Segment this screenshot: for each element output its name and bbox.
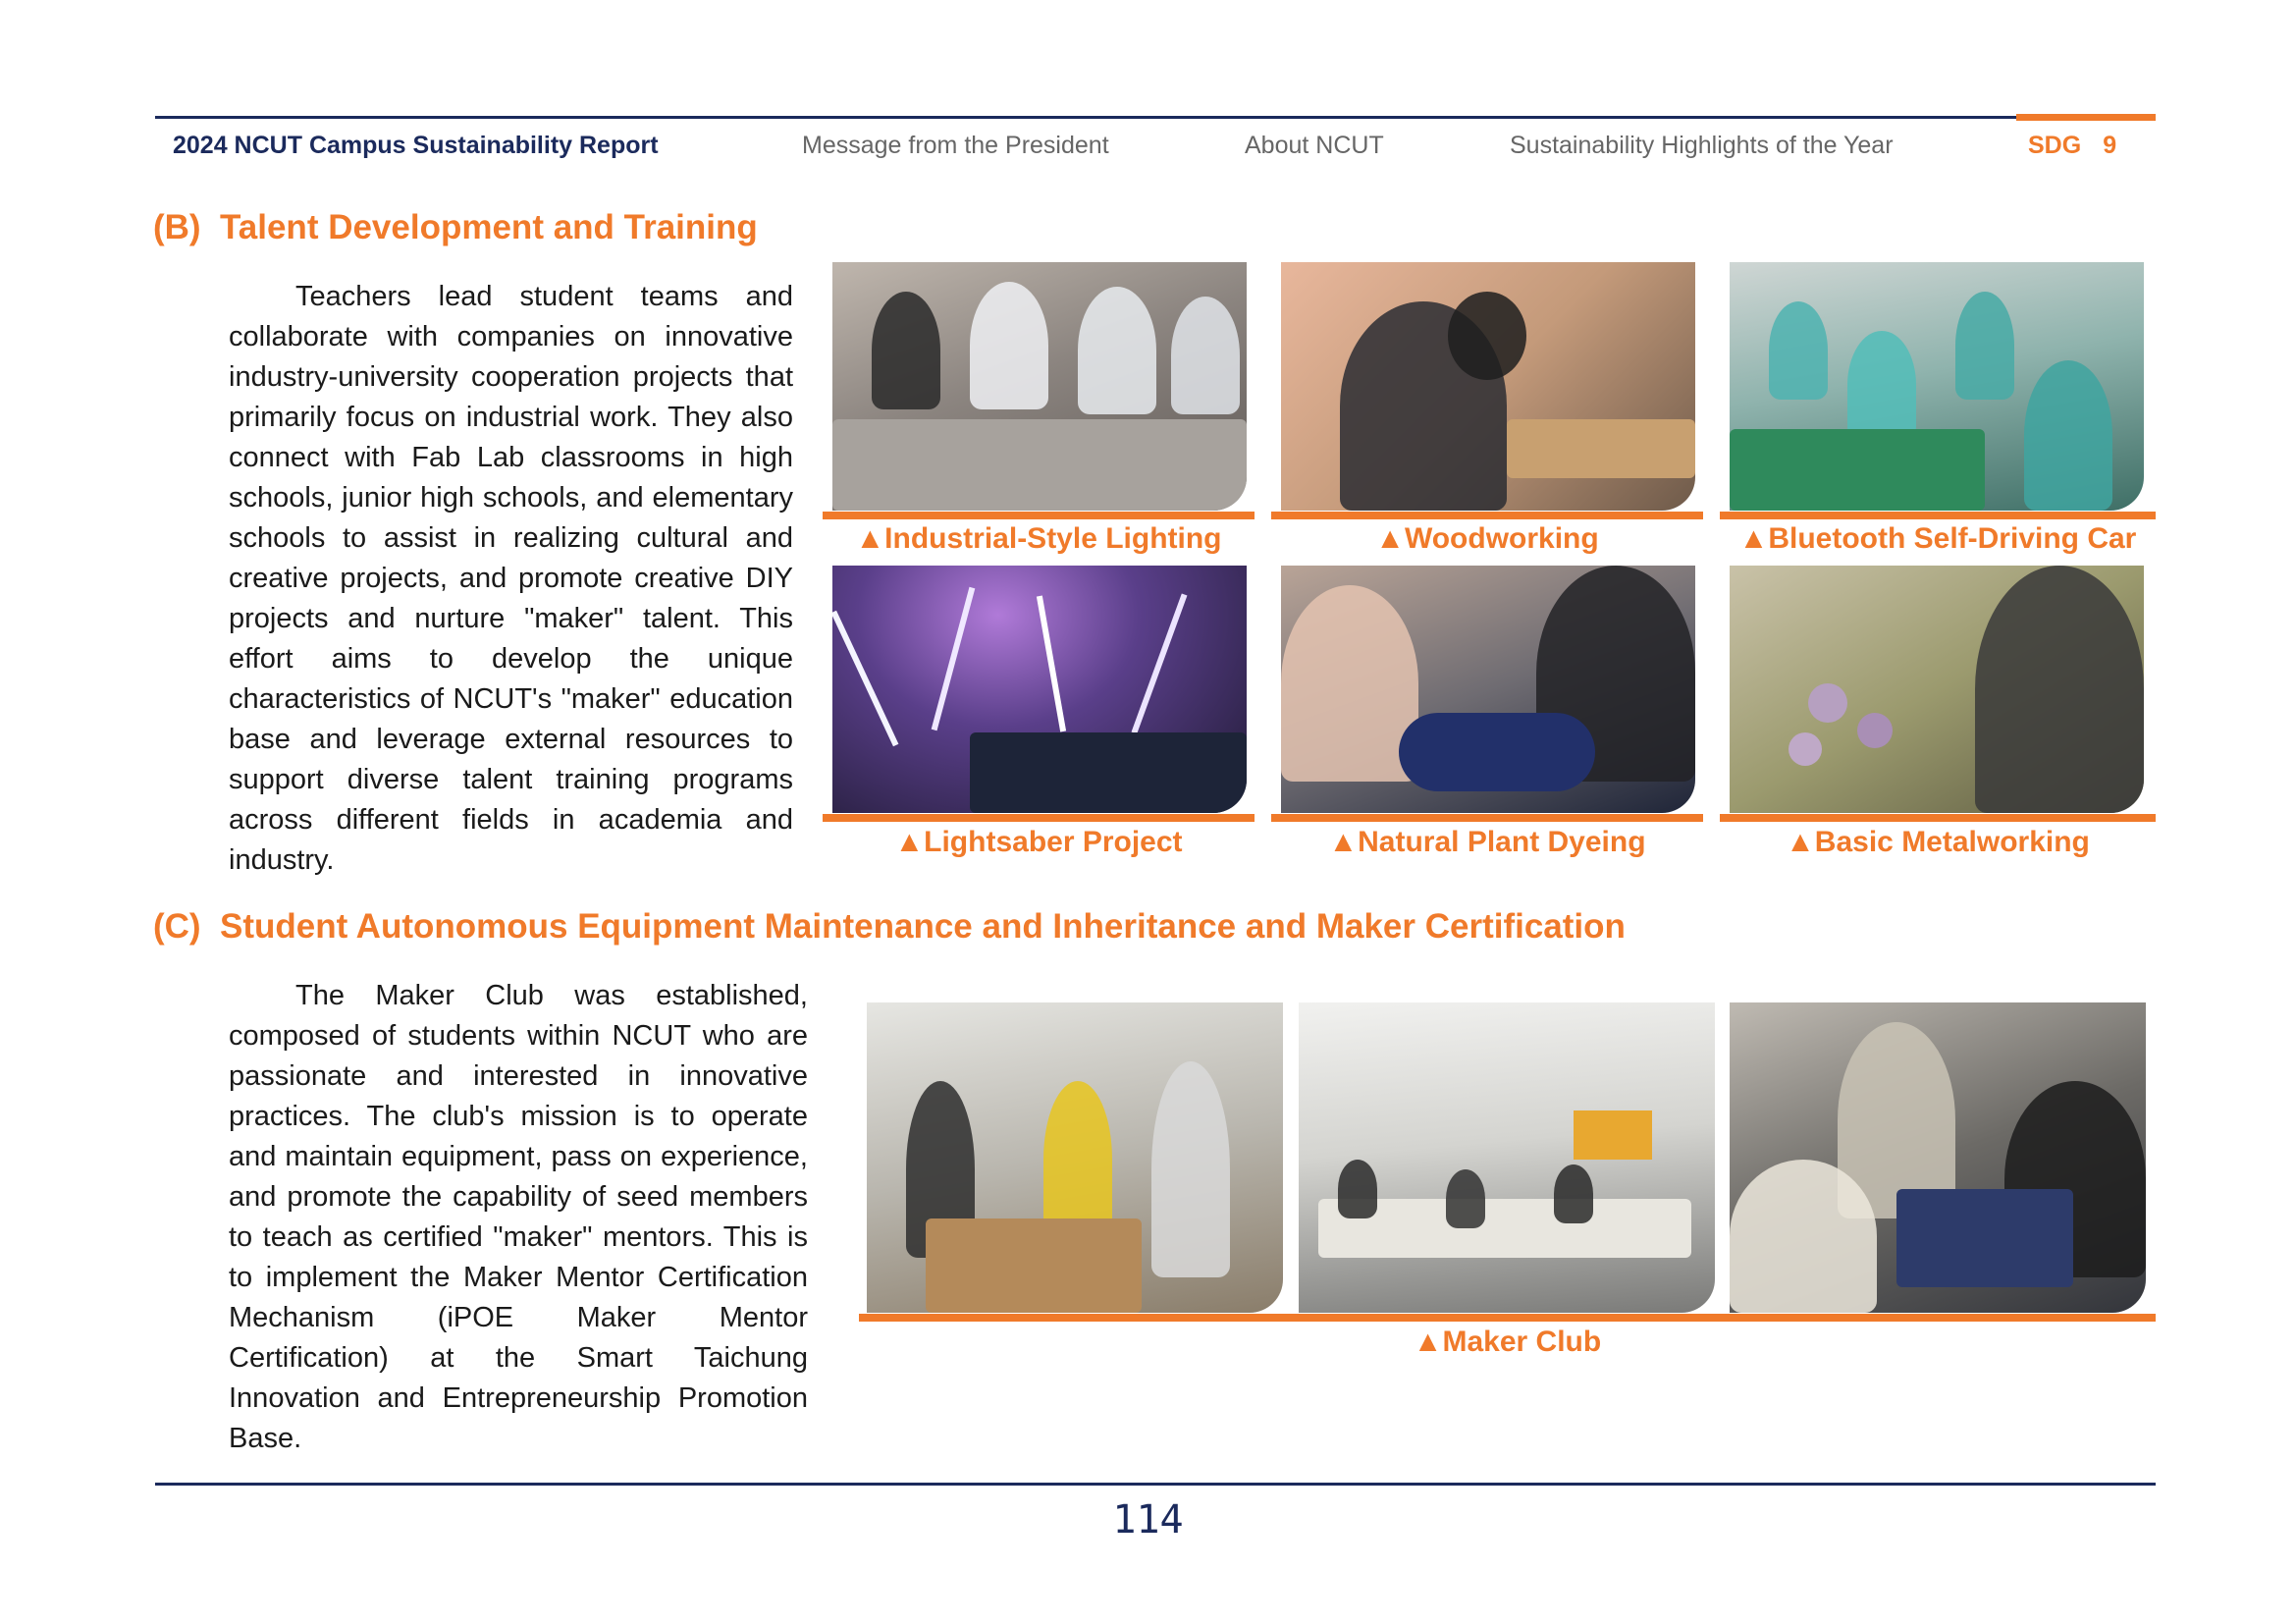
caption-bar-5: [1271, 814, 1703, 822]
caption-bar-2: [1271, 512, 1703, 519]
photo-basic-metalworking: [1730, 566, 2144, 813]
caption-bar-3: [1720, 512, 2156, 519]
caption-bar-maker-club: [859, 1314, 2156, 1322]
section-c-paragraph: The Maker Club was established, composed of students within NCUT who are passionate and interested in innovative practices. The club's mission is to operate and maintain equipment, pass on experience, and promote the capability of seed members to teach as certified "maker" mentors. This is to implement the Maker Mentor Certification Mechanism (iPOE Maker Mentor Certification) at the Smart Taichung Innovation and Entrepreneurship Promotion Base.: [229, 980, 808, 1454]
caption-maker-club: ▲Maker Club: [1413, 1326, 1602, 1358]
section-b-label: (B): [153, 208, 201, 246]
sdg-indicator[interactable]: [2028, 132, 2116, 160]
header-accent: [2016, 114, 2156, 121]
caption-bluetooth-self-driving-car: ▲Bluetooth Self-Driving Car: [1738, 522, 2137, 555]
section-b-heading: [153, 208, 758, 247]
photo-maker-club-2: [1299, 1002, 1715, 1313]
caption-lightsaber-project: ▲Lightsaber Project: [894, 826, 1183, 858]
caption-basic-metalworking: ▲Basic Metalworking: [1786, 826, 2090, 858]
section-b-paragraph: Teachers lead student teams and collaborate with companies on innovative industry-university cooperation projects that primarily focus on industrial work. They also connect with Fab Lab classrooms in high schools, junior high schools, and elementary schools to assist in realizing cultural and creative projects, and promote creative DIY projects and nurture "maker" talent. This effort aims to develop the unique characteristics of NCUT's "maker" education base and leverage external resources to support diverse talent training programs across different fields in academia and industry.: [229, 281, 793, 876]
caption-bar-6: [1720, 814, 2156, 822]
section-c-label: (C): [153, 907, 201, 946]
photo-natural-plant-dyeing: [1281, 566, 1695, 813]
caption-industrial-style-lighting: ▲Industrial-Style Lighting: [855, 522, 1222, 555]
caption-woodworking: ▲Woodworking: [1375, 522, 1599, 555]
photo-maker-club-1: [867, 1002, 1283, 1313]
header-rule: [155, 116, 2016, 119]
caption-bar-4: [823, 814, 1255, 822]
report-title: 2024 NCUT Campus Sustainability Report: [173, 132, 659, 159]
section-c-title: Student Autonomous Equipment Maintenance and Inheritance and Maker Certification: [220, 907, 1626, 946]
section-c-heading: [153, 907, 1626, 947]
caption-natural-plant-dyeing: ▲Natural Plant Dyeing: [1328, 826, 1646, 858]
nav-message-from-president[interactable]: Message from the President: [802, 132, 1109, 159]
photo-industrial-style-lighting: [832, 262, 1247, 511]
photo-woodworking: [1281, 262, 1695, 511]
nav-about-ncut[interactable]: About NCUT: [1245, 132, 1384, 159]
footer-rule: [155, 1483, 2156, 1486]
page-number: 114: [1112, 1497, 1184, 1543]
section-b-title: Talent Development and Training: [220, 208, 758, 246]
photo-bluetooth-self-driving-car: [1730, 262, 2144, 511]
sdg-number: 9: [2103, 132, 2117, 159]
photo-lightsaber-project: [832, 566, 1247, 813]
sdg-label: SDG: [2028, 132, 2082, 159]
nav-sustainability-highlights[interactable]: Sustainability Highlights of the Year: [1510, 132, 1894, 159]
caption-bar-1: [823, 512, 1255, 519]
photo-maker-club-3: [1730, 1002, 2146, 1313]
